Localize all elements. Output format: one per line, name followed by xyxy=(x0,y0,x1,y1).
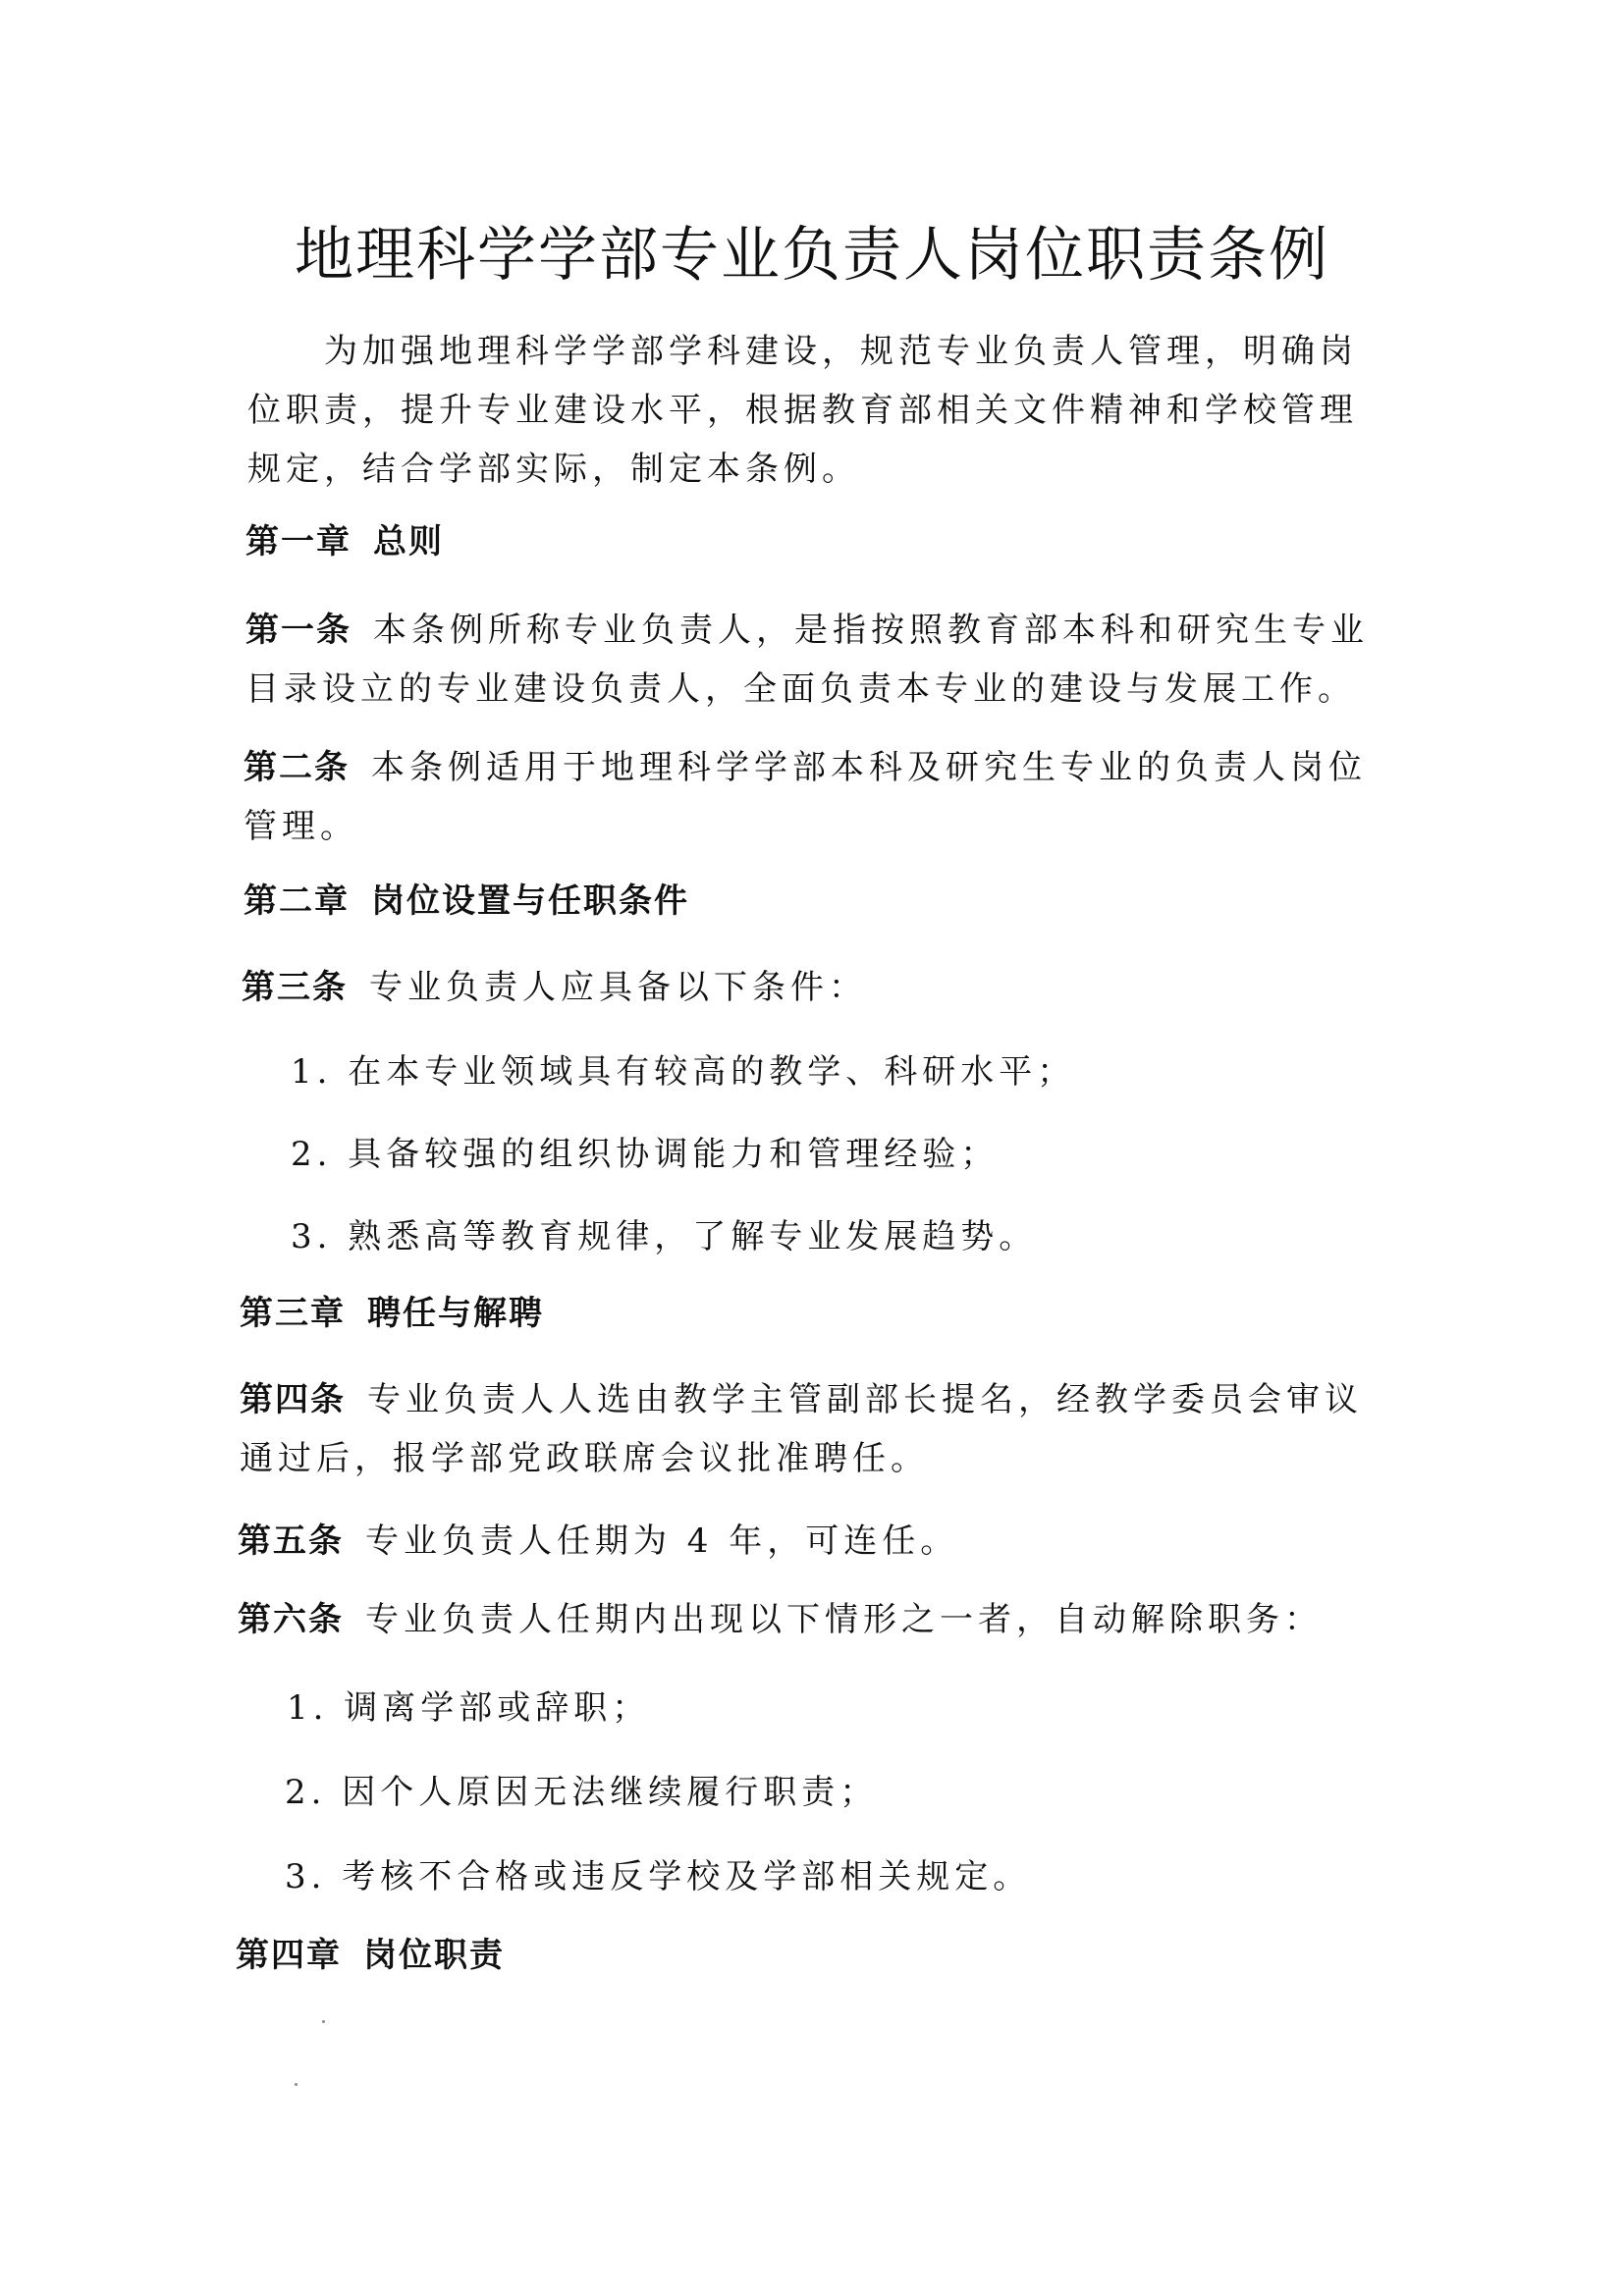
chapter-1-label: 第一章 xyxy=(245,522,352,561)
scan-speck xyxy=(295,2083,298,2086)
chapter-1-title: 总则 xyxy=(373,522,444,561)
article-3-item-3: 3. 熟悉高等教育规律，了解专业发展趋势。 xyxy=(291,1217,1038,1256)
article-2-text-1: 本条例适用于地理科学学部本科及研究生专业的负责人岗位 xyxy=(371,748,1367,787)
preamble-line-2: 位职责，提升专业建设水平，根据教育部相关文件精神和学校管理 xyxy=(247,391,1358,430)
article-3-label: 第三条 xyxy=(242,968,348,1007)
scan-speck xyxy=(322,2020,325,2023)
chapter-3-heading xyxy=(240,1292,544,1335)
article-4-line-2: 通过后，报学部党政联席会议批准聘任。 xyxy=(240,1439,929,1478)
article-6-text: 专业负责人任期内出现以下情形之一者，自动解除职务： xyxy=(365,1600,1323,1639)
article-2-label: 第二条 xyxy=(244,748,350,787)
chapter-2-title: 岗位设置与任职条件 xyxy=(371,881,689,921)
article-1-line-1 xyxy=(245,609,1369,652)
article-1-label: 第一条 xyxy=(245,611,352,650)
document-title: 地理科学学部专业负责人岗位职责条例 xyxy=(295,221,1329,290)
chapter-1-heading xyxy=(245,520,444,563)
article-6-label: 第六条 xyxy=(238,1600,344,1639)
article-4-label: 第四条 xyxy=(240,1380,346,1419)
article-5-text: 专业负责人任期为 4 年，可连任。 xyxy=(365,1522,959,1561)
article-2-line-2: 管理。 xyxy=(244,807,358,846)
chapter-4-heading xyxy=(236,1934,505,1977)
chapter-3-title: 聘任与解聘 xyxy=(367,1294,544,1333)
article-1-text-1: 本条例所称专业负责人，是指按照教育部本科和研究生专业 xyxy=(373,611,1369,650)
article-3-item-2: 2. 具备较强的组织协调能力和管理经验； xyxy=(291,1135,1000,1174)
chapter-4-label: 第四章 xyxy=(236,1936,342,1975)
article-5-line xyxy=(238,1520,958,1563)
article-1-line-2: 目录设立的专业建设负责人，全面负责本专业的建设与发展工作。 xyxy=(245,669,1356,709)
article-3-item-1: 1. 在本专业领域具有较高的教学、科研水平； xyxy=(291,1052,1076,1092)
chapter-4-title: 岗位职责 xyxy=(363,1936,505,1975)
article-6-line xyxy=(238,1598,1323,1641)
chapter-3-label: 第三章 xyxy=(240,1294,346,1333)
article-3-text: 专业负责人应具备以下条件： xyxy=(369,968,867,1007)
article-4-text-1: 专业负责人人选由教学主管副部长提名，经教学委员会审议 xyxy=(367,1380,1363,1419)
chapter-2-heading xyxy=(244,880,689,923)
preamble-line-3: 规定，结合学部实际，制定本条例。 xyxy=(247,450,860,489)
article-6-item-1: 1. 调离学部或辞职； xyxy=(287,1688,651,1728)
article-6-item-3: 3. 考核不合格或违反学校及学部相关规定。 xyxy=(285,1857,1032,1896)
article-2-line-1 xyxy=(244,746,1367,789)
chapter-2-label: 第二章 xyxy=(244,881,350,921)
article-6-item-2: 2. 因个人原因无法继续履行职责； xyxy=(285,1773,879,1812)
article-3-line xyxy=(242,966,867,1009)
preamble-line-1: 为加强地理科学学部学科建设，规范专业负责人管理，明确岗 xyxy=(324,332,1358,371)
article-4-line-1 xyxy=(240,1378,1363,1421)
article-5-label: 第五条 xyxy=(238,1522,344,1561)
